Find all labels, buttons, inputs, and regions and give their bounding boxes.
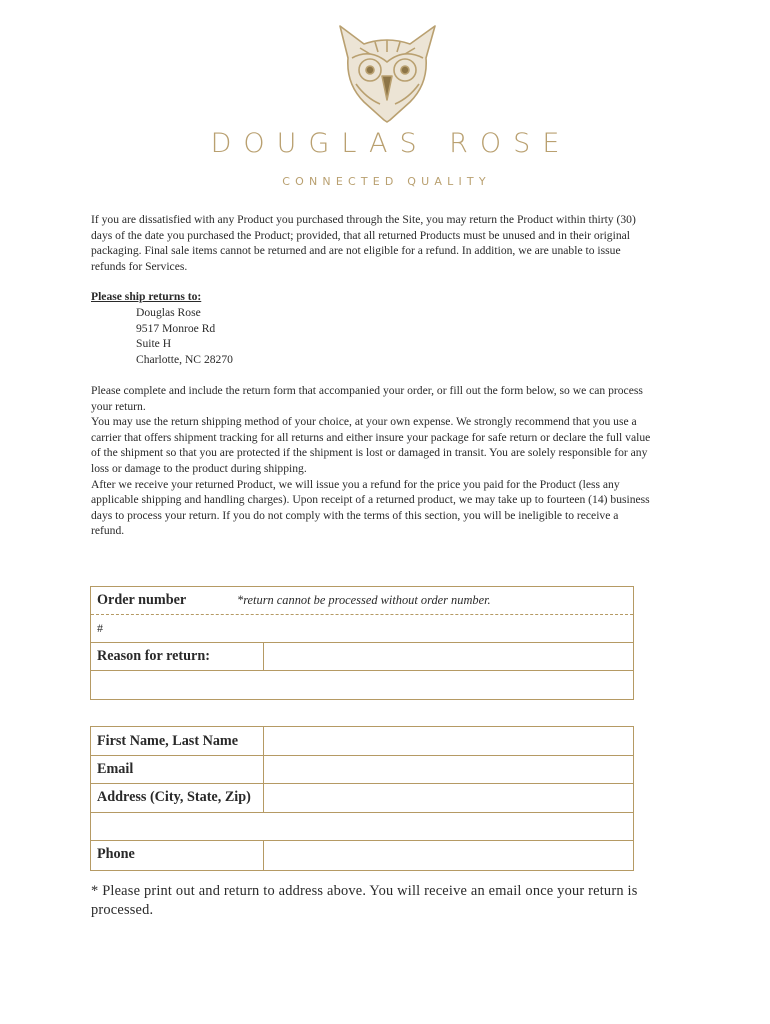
address-field[interactable] xyxy=(265,784,633,812)
email-label: Email xyxy=(97,761,134,777)
order-hash: # xyxy=(97,621,103,635)
customer-form-box xyxy=(90,726,634,871)
return-instructions xyxy=(91,383,651,539)
phone-field[interactable] xyxy=(265,841,633,870)
address-row xyxy=(91,784,633,812)
brand-name: DOUGLAS ROSE xyxy=(210,128,572,159)
brand-tagline: CONNECTED QUALITY xyxy=(282,175,491,188)
address-line-company: Douglas Rose xyxy=(136,306,201,319)
order-number-note: *return cannot be processed without order number. xyxy=(237,593,491,607)
name-label: First Name, Last Name xyxy=(97,733,239,749)
order-number-field[interactable] xyxy=(109,615,633,642)
reason-field-extra[interactable] xyxy=(91,671,633,698)
phone-row xyxy=(91,841,633,870)
email-row xyxy=(91,756,633,783)
policy-intro: If you are dissatisfied with any Product you purchased through the Site, you may return the Product within thirty (30) days of the date you purchased the Product; provided, that all returned Products must be unused and in their original packaging. Final sale items cannot be returned and are not eligible for a refund. In addition, we are unable to issue refunds for Services. xyxy=(91,213,636,273)
order-form-box xyxy=(90,586,634,700)
address-line-suite: Suite H xyxy=(136,337,172,350)
column-divider xyxy=(263,643,264,670)
reason-field[interactable] xyxy=(265,643,633,670)
ship-returns-heading: Please ship returns to: xyxy=(91,290,202,303)
order-number-input-row xyxy=(91,615,633,642)
owl-logo-icon xyxy=(330,18,445,123)
address-line-city: Charlotte, NC 28270 xyxy=(136,353,233,366)
address-line-street: 9517 Monroe Rd xyxy=(136,322,216,335)
reason-label: Reason for return: xyxy=(97,648,210,664)
phone-label: Phone xyxy=(97,846,135,862)
address-field-extra[interactable] xyxy=(91,813,633,840)
instruction-shipping: You may use the return shipping method of your choice, at your own expense. We strongly recommend that you use a carrier that offers shipment tracking for all returns and either insure your package for safe return or declare the full value of the shipment so that you are protected if the shipment is lost or damaged in transit. You are solely responsible for any loss or damage to the product during shipping. xyxy=(91,415,651,475)
name-row xyxy=(91,727,633,755)
email-field[interactable] xyxy=(265,756,633,783)
name-field[interactable] xyxy=(265,727,633,755)
footer-note: * Please print out and return to address above. You will receive an email once your return is processed. xyxy=(91,883,638,918)
instruction-form: Please complete and include the return form that accompanied your order, or fill out the form below, so we can process your return. xyxy=(91,384,643,413)
order-number-row xyxy=(91,587,633,614)
instruction-refund: After we receive your returned Product, we will issue you a refund for the price you paid for the Product (less any applicable shipping and handling charges). Upon receipt of a returned product, we may take up to fourteen (14) business days to process your return. If you do not comply with the terms of this section, you will be ineligible to receive a refund. xyxy=(91,477,650,538)
address-label: Address (City, State, Zip) xyxy=(97,789,251,805)
order-number-label: Order number xyxy=(97,592,187,608)
reason-row xyxy=(91,643,633,670)
